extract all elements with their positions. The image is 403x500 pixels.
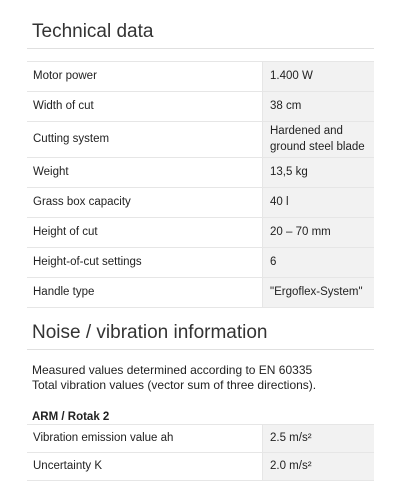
table-row (27, 92, 374, 122)
measurement-note-line-1: Measured values determined according to EN 60335 (32, 363, 313, 377)
spec-label-vibration-emission: Vibration emission value ah (27, 425, 263, 453)
spec-label-height-of-cut: Height of cut (27, 218, 263, 248)
spec-value-cutting-system (263, 122, 375, 158)
cutting-system-line-2: ground steel blade (270, 140, 365, 153)
noise-vibration-title: Noise / vibration information (32, 322, 268, 343)
table-row (27, 278, 374, 308)
spec-value-motor-power: 1.400 W (263, 62, 375, 92)
table-row (27, 425, 374, 453)
spec-label-height-of-cut-settings: Height-of-cut settings (27, 248, 263, 278)
spec-value-weight: 13,5 kg (263, 158, 375, 188)
spec-value-height-of-cut: 20 – 70 mm (263, 218, 375, 248)
table-row (27, 453, 374, 481)
spec-label-grass-box-capacity: Grass box capacity (27, 188, 263, 218)
spec-label-handle-type: Handle type (27, 278, 263, 308)
spec-label-motor-power: Motor power (27, 62, 263, 92)
model-heading: ARM / Rotak 2 (32, 411, 110, 423)
vibration-table (27, 424, 374, 481)
technical-data-title: Technical data (32, 21, 154, 42)
spec-label-width-of-cut: Width of cut (27, 92, 263, 122)
measurement-note-line-2: Total vibration values (vector sum of three directions). (32, 378, 317, 392)
spec-value-grass-box-capacity: 40 l (263, 188, 375, 218)
table-row (27, 158, 374, 188)
table-row (27, 62, 374, 92)
table-row (27, 218, 374, 248)
table-row (27, 248, 374, 278)
spec-value-height-of-cut-settings: 6 (263, 248, 375, 278)
spec-value-uncertainty-k: 2.0 m/s² (263, 453, 375, 481)
spec-value-vibration-emission: 2.5 m/s² (263, 425, 375, 453)
technical-data-table (27, 61, 374, 308)
spec-value-handle-type: "Ergoflex-System" (263, 278, 375, 308)
spec-label-uncertainty-k: Uncertainty K (27, 453, 263, 481)
table-row (27, 188, 374, 218)
cutting-system-line-1: Hardened and (270, 125, 343, 137)
table-row (27, 122, 374, 158)
title-divider (27, 48, 374, 49)
spec-value-width-of-cut: 38 cm (263, 92, 375, 122)
spec-label-weight: Weight (27, 158, 263, 188)
measurement-note (32, 363, 377, 393)
spec-label-cutting-system: Cutting system (27, 122, 263, 158)
title-divider (27, 349, 374, 350)
